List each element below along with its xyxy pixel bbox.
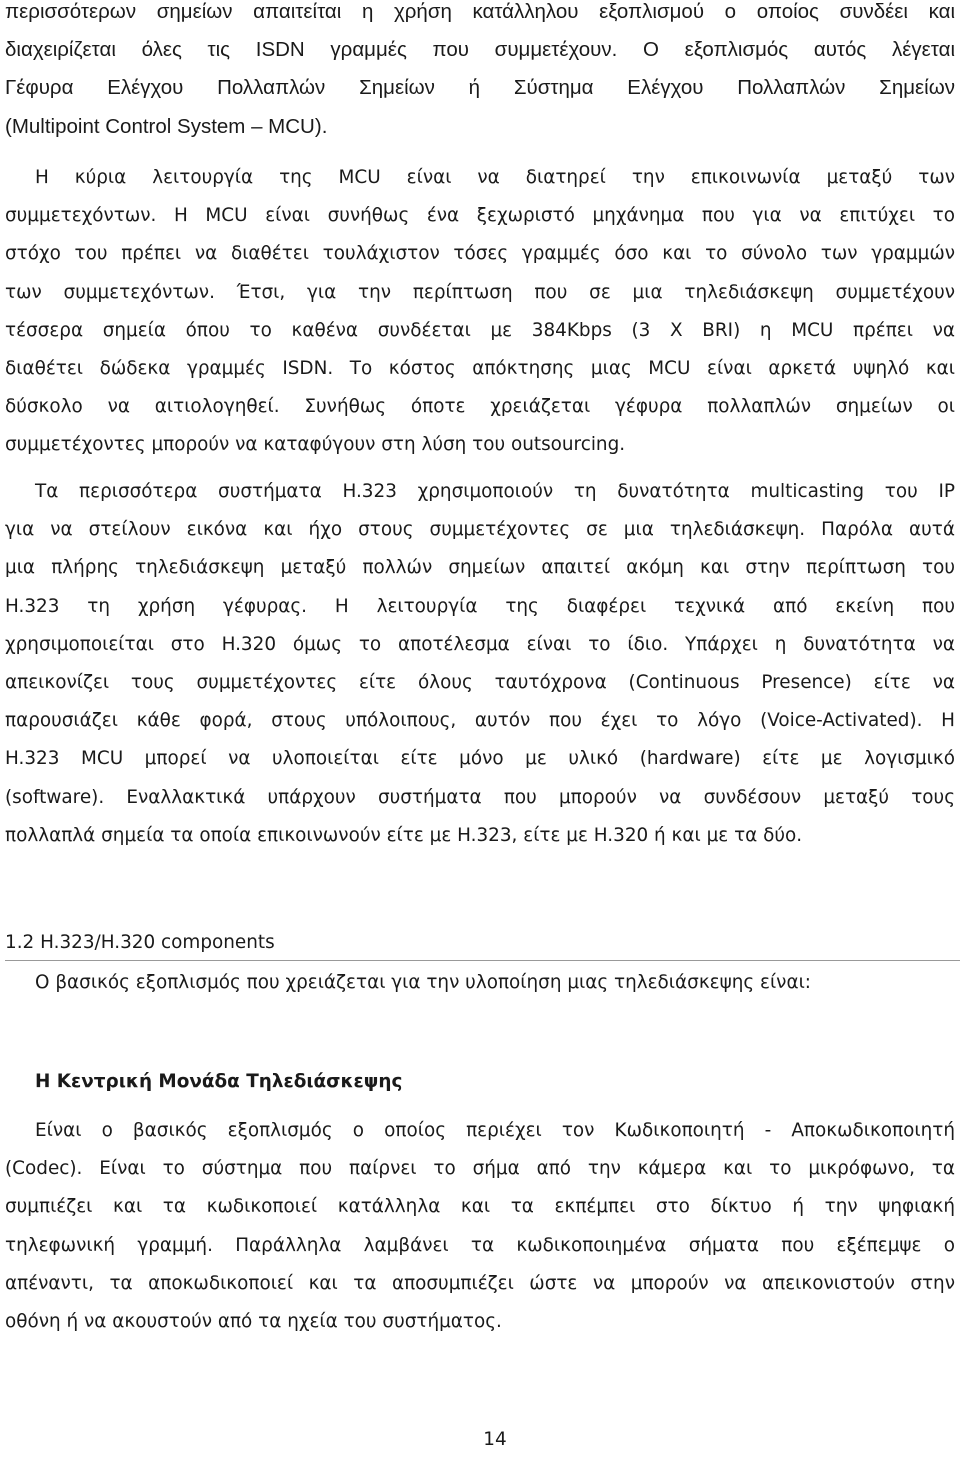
paragraph-mcu-definition bbox=[5, 0, 955, 146]
text-line: περισσότερων σημείων απαιτείται η χρήση κατάλληλου εξοπλισμού ο οποίος συνδέει και bbox=[5, 0, 955, 23]
text-line: παρουσιάζει κάθε φορά, στους υπόλοιπους, αυτόν που έχει το λόγο (Voice-Activated). Η bbox=[5, 710, 955, 732]
text-line: τέσσερα σημεία όπου το καθένα συνδέεται με 384Kbps (3 X BRI) η MCU πρέπει να bbox=[5, 319, 955, 341]
text-line: χρησιμοποιείται στο H.320 όμως το αποτέλεσμα είναι το ίδιο. Υπάρχει η δυνατότητα να bbox=[5, 633, 955, 655]
text-line: H.323 τη χρήση γέφυρας. Η λειτουργία της διαφέρει τεχνικά από εκείνη που bbox=[5, 595, 955, 617]
text-line: (Codec). Είναι το σύστημα που παίρνει το σήμα από την κάμερα και το μικρόφωνο, τα bbox=[5, 1158, 955, 1180]
paragraph-mcu-function bbox=[5, 159, 955, 465]
text-line: μια πλήρης τηλεδιάσκεψη μεταξύ πολλών σημείων απαιτεί ακόμη και στην περίπτωση του bbox=[5, 557, 955, 579]
text-line: συμπιέζει και τα κωδικοποιεί κατάλληλα και τα εκπέμπει στο δίκτυο ή την ψηφιακή bbox=[5, 1196, 955, 1218]
text-line: δύσκολο να αιτιολογηθεί. Συνήθως όποτε χρειάζεται γέφυρα πολλαπλών σημείων οι bbox=[5, 396, 955, 418]
text-line: Είναι ο βασικός εξοπλισμός ο οποίος περιέχει τον Κωδικοποιητή - Αποκωδικοποιητή bbox=[35, 1120, 955, 1141]
text-line: H.323 MCU μπορεί να υλοποιείται είτε μόνο με υλικό (hardware) είτε με λογισμικό bbox=[5, 748, 955, 770]
section-heading: 1.2 H.323/H.320 components bbox=[5, 924, 960, 961]
text-line: (Multipoint Control System – MCU). bbox=[5, 114, 328, 138]
text-line: στόχο του πρέπει να διαθέτει τουλάχιστον τόσες γραμμές όσο και το σύνολο των γραμμών bbox=[5, 243, 955, 265]
text-line: τηλεφωνική γραμμή. Παράλληλα λαμβάνει τα κωδικοποιημένα σήματα που εξέπεμψε ο bbox=[5, 1234, 955, 1256]
text-line: Η κύρια λειτουργία της MCU είναι να διατηρεί την επικοινωνία μεταξύ των bbox=[35, 167, 955, 188]
text-line: Τα περισσότερα συστήματα H.323 χρησιμοποιούν τη δυνατότητα multicasting του IP bbox=[35, 481, 955, 502]
text-line: για να στείλουν εικόνα και ήχο στους συμμετέχοντες σε μια τηλεδιάσκεψη. Παρόλα αυτά bbox=[5, 519, 955, 541]
text-line: απεικονίζει τους συμμετέχοντες είτε όλους ταυτόχρονα (Continuous Presence) είτε να bbox=[5, 672, 955, 694]
intro-sentence: Ο βασικός εξοπλισμός που χρειάζεται για την υλοποίηση μιας τηλεδιάσκεψης είναι: bbox=[35, 972, 811, 993]
text-line: πολλαπλά σημεία τα οποία επικοινωνούν είτε με H.323, είτε με H.320 ή και με τα δύο. bbox=[5, 824, 803, 846]
text-line: διαχειρίζεται όλες τις ISDN γραμμές που συμμετέχουν. Ο εξοπλισμός αυτός λέγεται bbox=[5, 38, 955, 62]
text-line: απέναντι, τα αποκωδικοποιεί και τα αποσυμπιέζει ώστε να μπορούν να απεικονιστούν στην bbox=[5, 1272, 955, 1294]
page-number: 14 bbox=[483, 1429, 507, 1450]
text-line: συμμετεχόντων. Η MCU είναι συνήθως ένα ξεχωριστό μηχάνημα που για να επιτύχει το bbox=[5, 205, 955, 227]
text-line: (software). Εναλλακτικά υπάρχουν συστήματα που μπορούν να συνδέσουν μεταξύ τους bbox=[5, 786, 955, 808]
text-line: συμμετέχοντες μπορούν να καταφύγουν στη λύση του outsourcing. bbox=[5, 434, 626, 456]
paragraph-central-unit bbox=[5, 1112, 955, 1341]
text-line: διαθέτει δώδεκα γραμμές ISDN. Το κόστος απόκτησης μιας MCU είναι αρκετά υψηλό και bbox=[5, 358, 955, 380]
text-line: Γέφυρα Ελέγχου Πολλαπλών Σημείων ή Σύστημα Ελέγχου Πολλαπλών Σημείων bbox=[5, 76, 955, 100]
text-line: οθόνη ή να ακουστούν από τα ηχεία του συστήματος. bbox=[5, 1311, 502, 1333]
text-line: των συμμετεχόντων. Έτσι, για την περίπτωση που σε μια τηλεδιάσκεψη συμμετέχουν bbox=[5, 281, 955, 303]
subheading: Η Κεντρική Μονάδα Τηλεδιάσκεψης bbox=[35, 1071, 403, 1092]
paragraph-h323-multicast bbox=[5, 473, 955, 855]
